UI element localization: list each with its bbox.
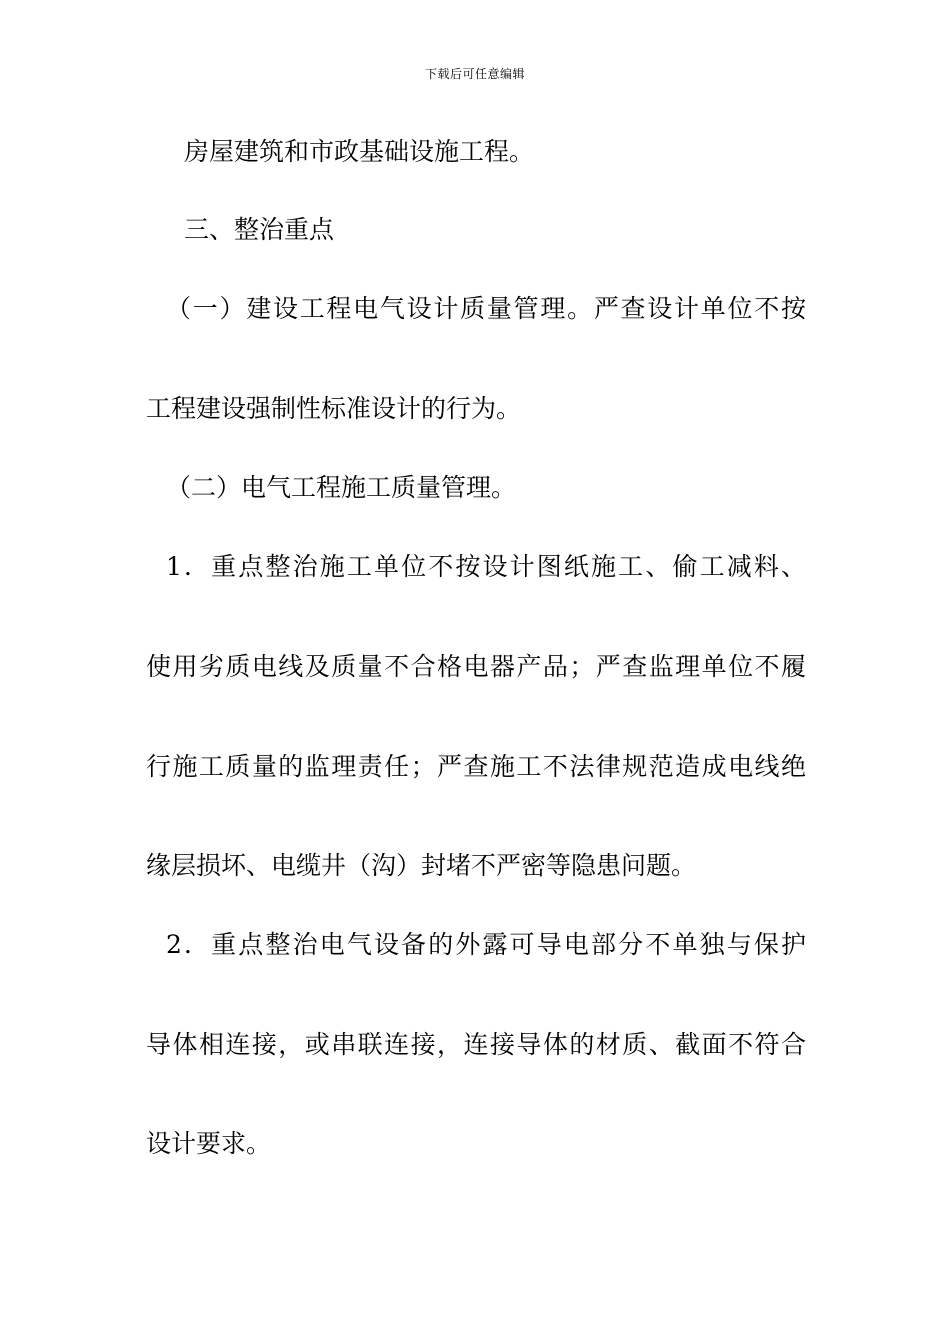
paragraph-line: 1．重点整治施工单位不按设计图纸施工、偷工减料、 [166,552,806,581]
paragraph-line: 使用劣质电线及质量不合格电器产品；严查监理单位不履 [146,652,806,681]
page-header: 下载后可任意编辑 [424,67,525,81]
paragraph-line: 设计要求。 [146,1129,272,1158]
paragraph-line: 房屋建筑和市政基础设施工程。 [184,137,535,166]
paragraph-line: 行施工质量的监理责任；严查施工不法律规范造成电线绝 [146,752,806,781]
paragraph-line: 工程建设强制性标准设计的行为。 [146,394,522,423]
paragraph-line: 缘层损坏、电缆井（沟）封堵不严密等隐患问题。 [146,851,697,880]
paragraph-line: 导体相连接，或串联连接，连接导体的材质、截面不符合 [146,1030,806,1059]
paragraph-line: 2．重点整治电气设备的外露可导电部分不单独与保护 [166,930,806,959]
section-heading: 三、整治重点 [184,215,335,244]
subsection-heading: （二）电气工程施工质量管理。 [166,473,517,502]
paragraph-line: （一）建设工程电气设计质量管理。严查设计单位不按 [166,294,806,323]
